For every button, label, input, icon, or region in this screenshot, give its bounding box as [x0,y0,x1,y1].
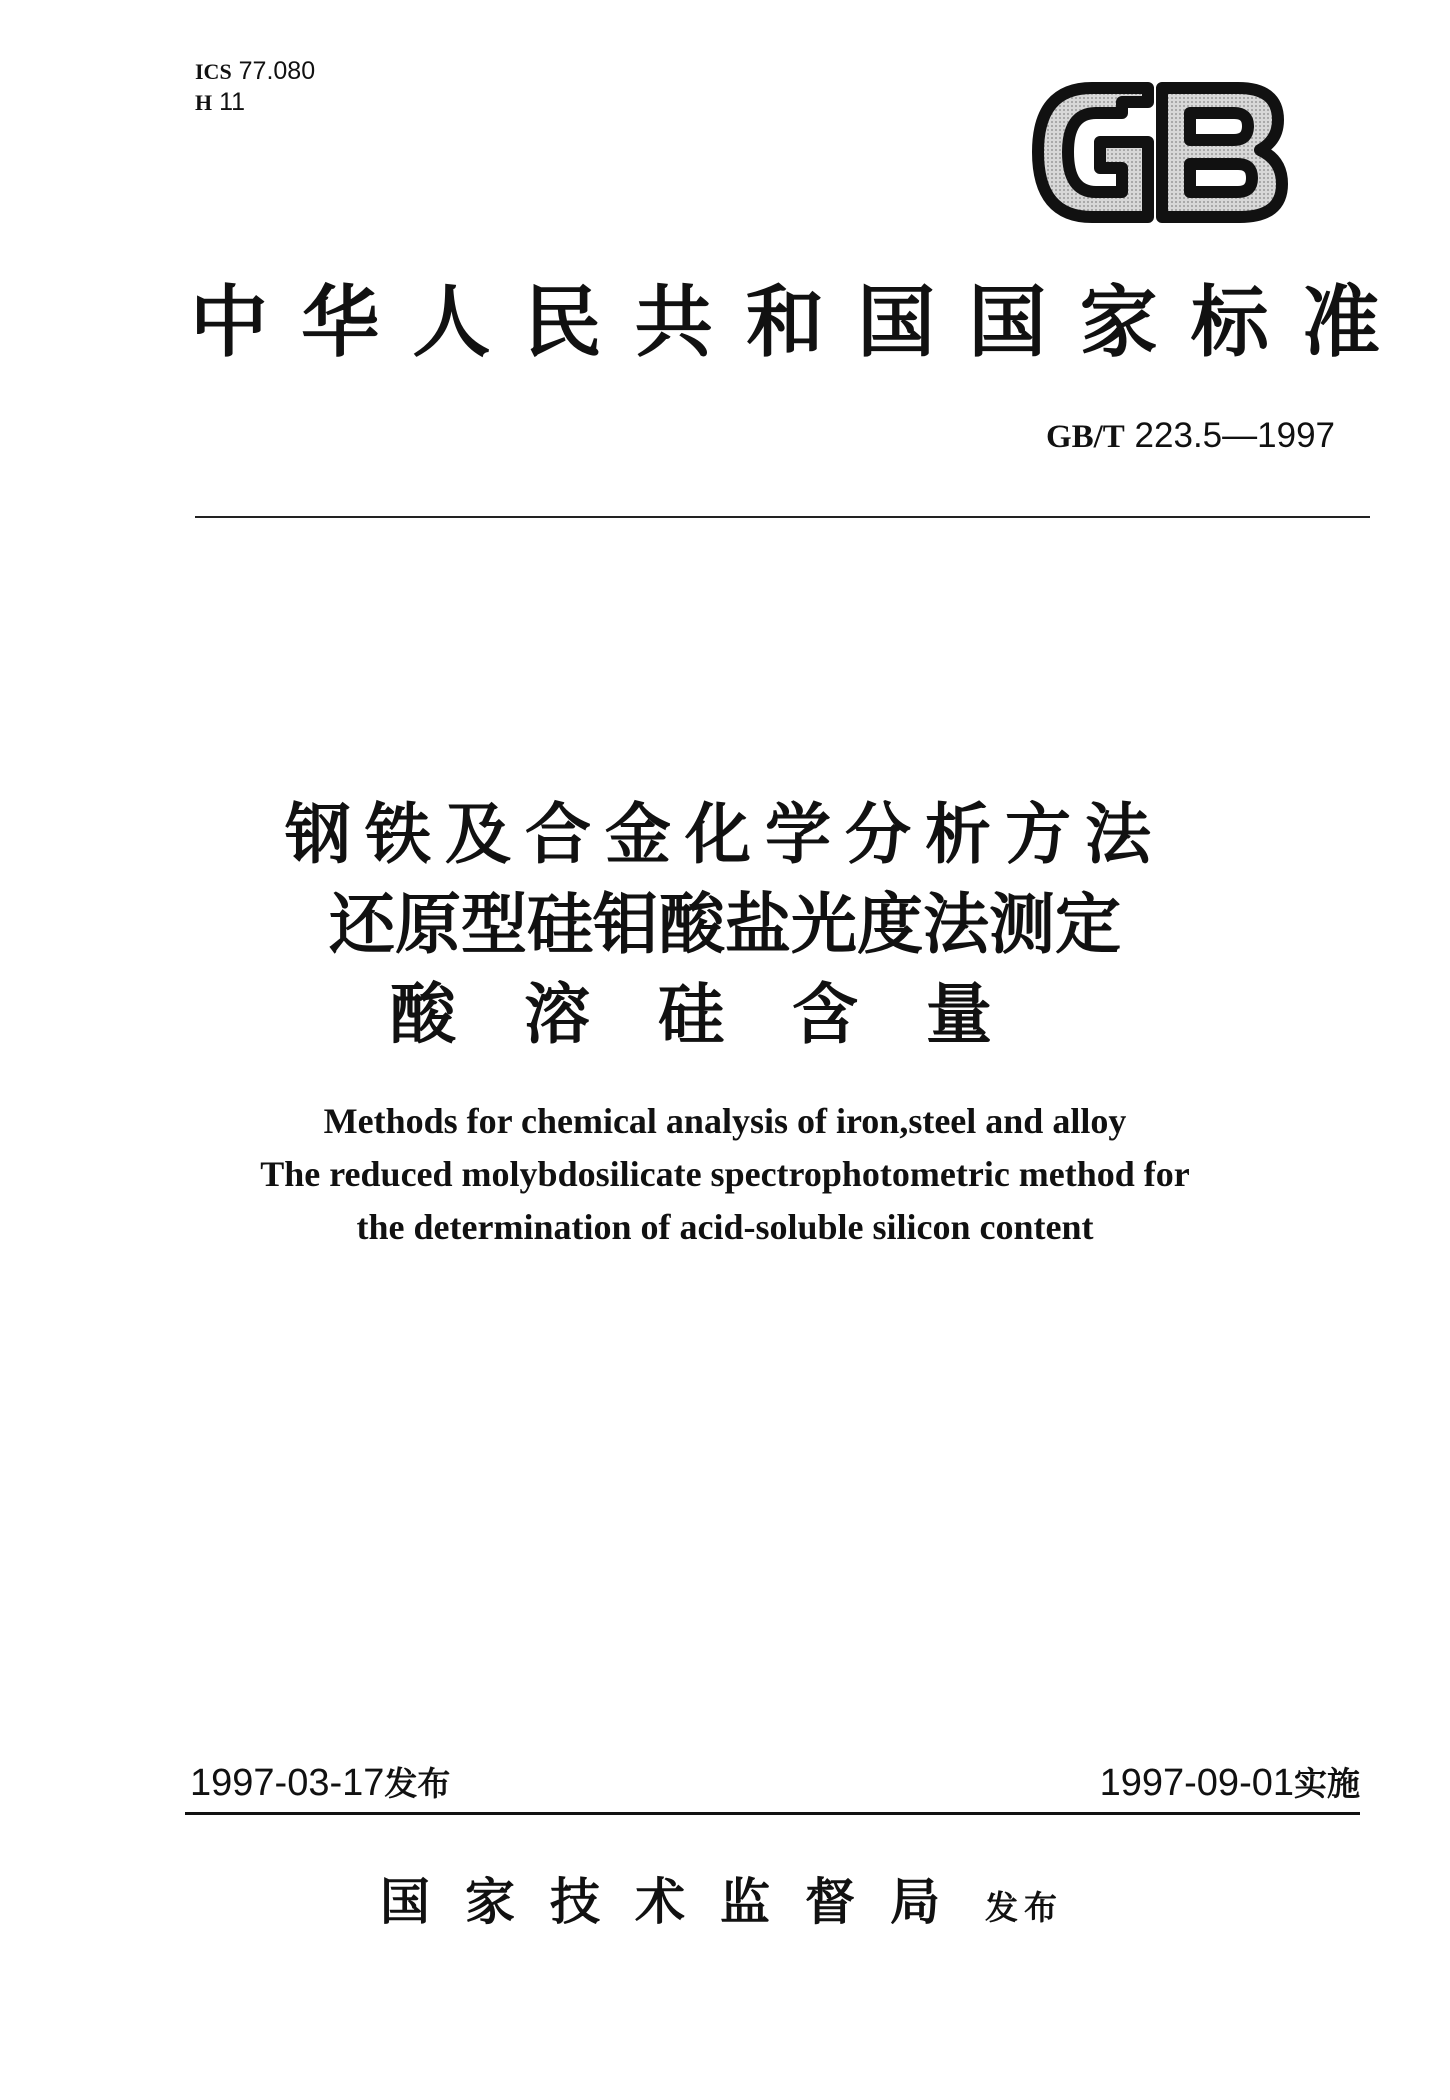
publisher [380,1870,1063,1940]
ics-label: ICS [195,59,232,84]
implementation-date [1100,1760,1360,1807]
standard-prefix: GB/T [1045,419,1125,455]
issue-date [190,1760,450,1807]
en-title-line-3: the determination of acid-soluble silicon content [356,1207,1094,1247]
gb-logo [1030,80,1290,225]
publisher-org: 国家技术监督局 [380,1872,975,1931]
implement-date-value: 1997-09-01 [1099,1762,1294,1804]
cn-title-line-2: 还原型硅钼酸盐光度法测定 [329,886,1121,963]
header-divider [195,516,1370,518]
standard-number [980,414,1335,459]
ccs-row [195,87,315,118]
ics-code: 77.080 [238,57,316,85]
date-row [190,1760,1360,1806]
en-title-line-2: The reduced molybdosilicate spectrophotometric method for [260,1154,1190,1194]
issue-date-value: 1997-03-17 [190,1762,385,1804]
ics-row [195,56,315,87]
cn-title-line-1: 钢铁及合金化学分析方法 [285,796,1165,873]
ccs-label: H [195,90,213,115]
footer-divider [185,1812,1360,1815]
chinese-title [150,790,1300,1060]
implement-label: 实施 [1294,1764,1360,1803]
en-title-line-1: Methods for chemical analysis of iron,steel and alloy [323,1101,1127,1141]
issue-label: 发布 [384,1764,451,1803]
cn-title-line-3: 酸溶硅含量 [390,976,1060,1053]
ccs-code: 11 [219,88,246,116]
classification-codes [195,56,315,118]
standard-code: 223.5—1997 [1134,416,1335,455]
english-title [150,1095,1300,1254]
publisher-action: 发布 [985,1888,1063,1927]
national-standard-heading: 中华人民共和国国家标准 [190,277,1380,368]
